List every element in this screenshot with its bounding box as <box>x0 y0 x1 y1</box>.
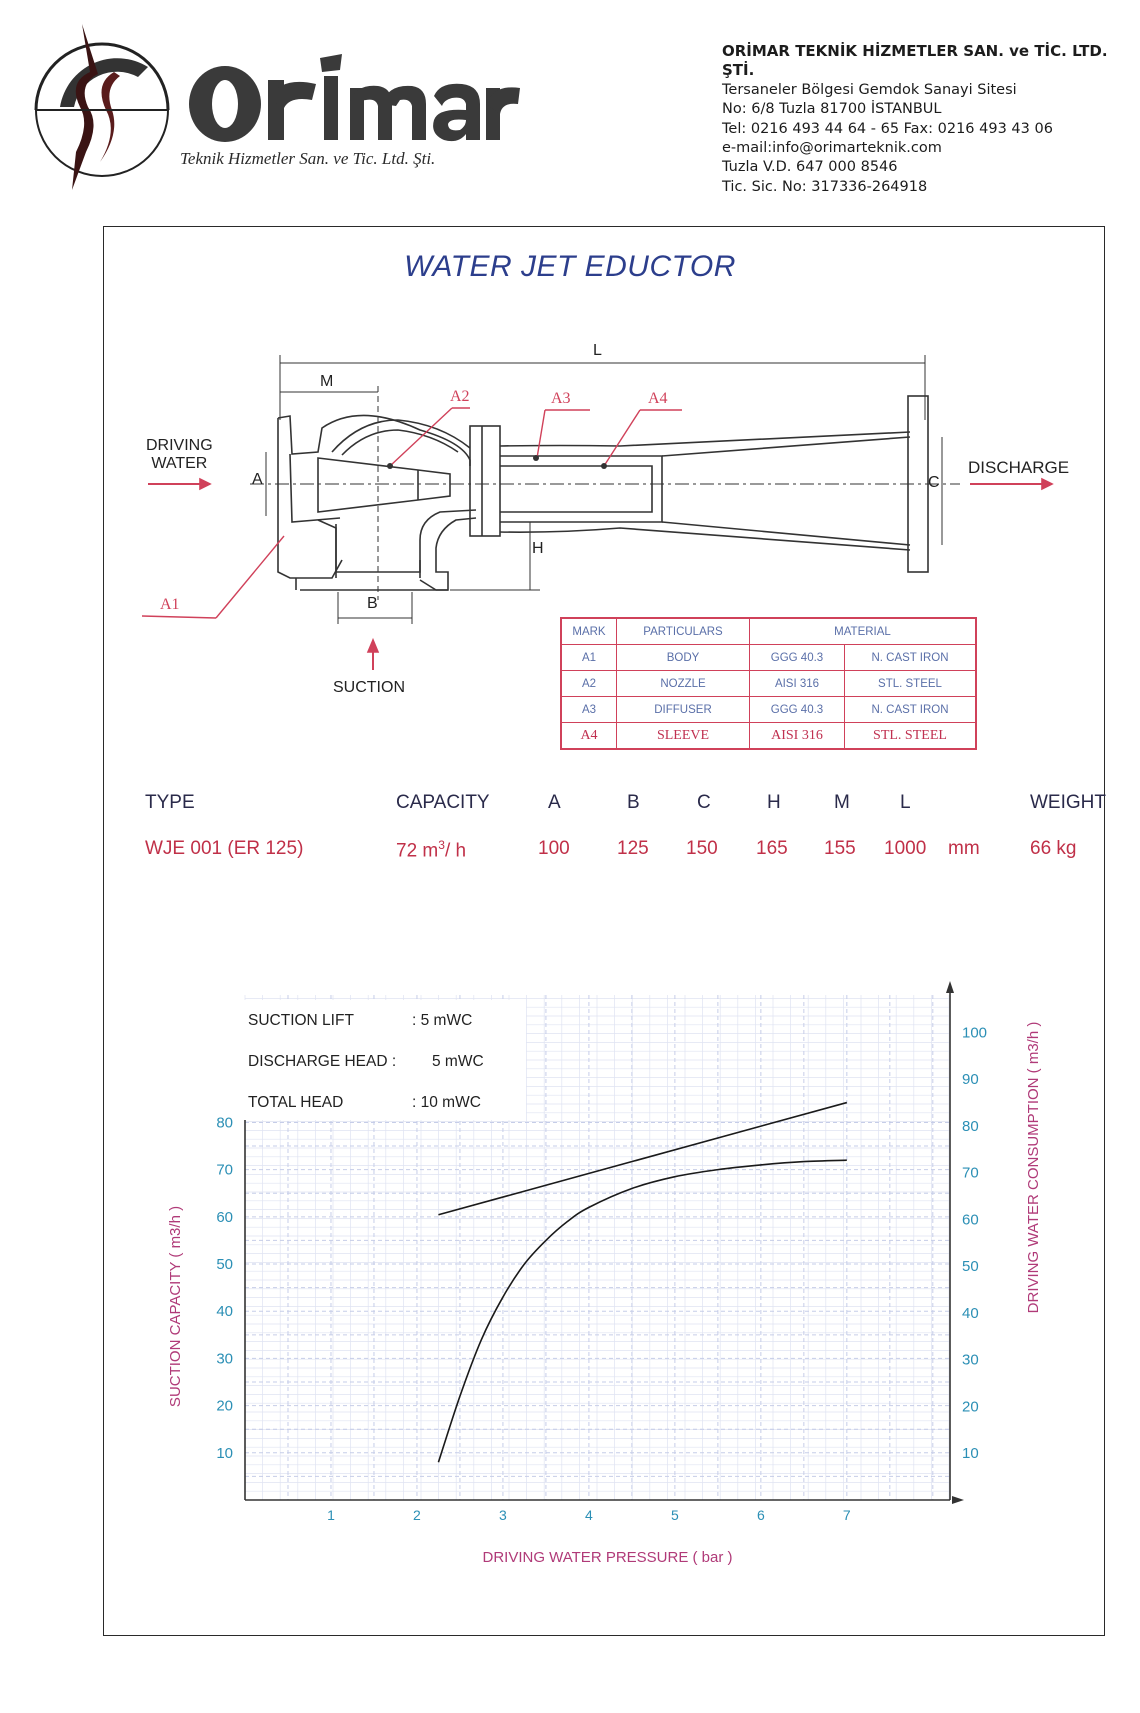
conditions-box <box>236 1000 526 1120</box>
x-tick-label: 5 <box>670 1507 679 1523</box>
y-right-tick-label: 60 <box>962 1211 979 1229</box>
y-right-tick-label: 10 <box>962 1445 979 1463</box>
spec-header-c: C <box>697 792 711 813</box>
label-a1: A1 <box>160 596 180 613</box>
spec-header-weight: WEIGHT <box>1030 792 1106 813</box>
y-right-tick-label: 80 <box>962 1117 979 1135</box>
x-axis-title: DRIVING WATER PRESSURE ( bar ) <box>482 1549 733 1566</box>
condition-total-head: TOTAL HEAD <box>248 1094 344 1111</box>
spec-header-b: B <box>627 792 640 813</box>
spec-header-l: L <box>900 792 911 813</box>
company-tax: Tuzla V.D. 647 000 8546 <box>722 159 898 176</box>
spec-weight: 66 kg <box>1030 838 1077 859</box>
spec-header-type: TYPE <box>145 792 195 813</box>
x-tick-label: 2 <box>413 1507 421 1523</box>
dim-b: B <box>367 595 378 612</box>
condition-suction-lift: SUCTION LIFT <box>248 1012 354 1029</box>
dim-c: C <box>928 474 940 491</box>
spec-capacity: 72 $m^3/$ h <box>396 838 467 862</box>
x-tick-label: 4 <box>585 1507 593 1523</box>
page-title: WATER JET EDUCTOR <box>404 250 736 283</box>
company-name: ORİMAR TEKNİK HİZMETLER SAN. ve TİC. LTD. ŞTİ. <box>722 42 1108 80</box>
spec-header-m: M <box>834 792 850 813</box>
dim-m: M <box>320 373 334 390</box>
y-left-tick-label: 60 <box>216 1208 233 1226</box>
dim-l: L <box>593 342 602 359</box>
spec-c: 150 <box>686 838 718 859</box>
x-tick-label: 1 <box>327 1507 335 1523</box>
spec-header-a: A <box>548 792 561 813</box>
x-tick-label: 3 <box>499 1507 507 1523</box>
y-right-tick-label: 50 <box>962 1258 979 1276</box>
condition-total-head-value: : 10 mWC <box>412 1094 481 1111</box>
y-left-tick-label: 40 <box>216 1303 233 1321</box>
label-a3: A3 <box>551 390 571 407</box>
spec-l: 1000 <box>884 838 927 859</box>
x-tick-label: 6 <box>756 1507 765 1523</box>
condition-suction-lift-value: : 5 mWC <box>412 1012 473 1029</box>
company-address-2: No: 6/8 Tuzla 81700 İSTANBUL <box>722 101 942 118</box>
y-right-tick-label: 30 <box>962 1351 979 1369</box>
table-row: A3 DIFFUSER GGG 40.3 N. CAST IRON <box>561 697 976 723</box>
condition-discharge-head-value: 5 mWC <box>432 1053 484 1070</box>
spec-header-capacity: CAPACITY <box>396 792 490 813</box>
x-tick-label: 7 <box>842 1507 851 1523</box>
company-email: e-mail:info@orimarteknik.com <box>722 140 942 157</box>
table-row: A4 SLEEVE AISI 316 STL. STEEL <box>561 723 976 750</box>
dim-h: H <box>532 540 544 557</box>
y-left-tick-label: 80 <box>216 1114 233 1132</box>
label-a2: A2 <box>450 388 470 405</box>
y-right-tick-label: 70 <box>962 1164 979 1182</box>
label-suction: SUCTION <box>333 679 405 696</box>
y-left-tick-label: 30 <box>216 1350 233 1368</box>
spec-type: WJE 001 (ER 125) <box>145 838 304 859</box>
y-left-tick-label: 70 <box>216 1161 233 1179</box>
company-registry: Tic. Sic. No: 317336-264918 <box>722 178 928 195</box>
label-driving-water: DRIVING WATER <box>146 437 213 472</box>
y-left-tick-label: 10 <box>216 1444 233 1462</box>
spec-a: 100 <box>538 838 570 859</box>
label-a4: A4 <box>648 390 668 407</box>
spec-b: 125 <box>617 838 649 859</box>
y-right-tick-label: 20 <box>962 1398 979 1416</box>
spec-m: 155 <box>824 838 856 859</box>
condition-discharge-head: DISCHARGE HEAD : <box>248 1053 397 1070</box>
y-right-tick-label: 40 <box>962 1304 979 1322</box>
table-row: A1 BODY GGG 40.3 N. CAST IRON <box>561 645 976 671</box>
spec-h: 165 <box>756 838 788 859</box>
y-left-tick-label: 20 <box>216 1397 233 1415</box>
company-address-1: Tersaneler Bölgesi Gemdok Sanayi Sitesi <box>722 81 1017 98</box>
th-particulars: PARTICULARS <box>617 618 750 645</box>
dim-a: A <box>252 471 263 488</box>
y-axis-right-title: DRIVING WATER CONSUMPTION ( m3/h ) <box>1025 1021 1042 1314</box>
th-material: MATERIAL <box>750 618 977 645</box>
th-mark: MARK <box>561 618 617 645</box>
label-discharge: DISCHARGE <box>968 458 1070 477</box>
y-axis-right-arrow <box>946 981 954 993</box>
y-left-tick-label: 50 <box>216 1256 233 1274</box>
y-right-tick-label: 100 <box>962 1024 988 1042</box>
y-right-tick-label: 90 <box>962 1071 979 1089</box>
y-axis-left-title: SUCTION CAPACITY ( m3/h ) <box>167 1205 184 1408</box>
logo-tagline: Teknik Hizmetler San. ve Tic. Ltd. Şti. <box>180 149 436 168</box>
spec-header-h: H <box>767 792 781 813</box>
table-row: A2 NOZZLE AISI 316 STL. STEEL <box>561 671 976 697</box>
spec-unit: mm <box>948 838 980 859</box>
company-phone: Tel: 0216 493 44 64 - 65 Fax: 0216 493 43 06 <box>722 120 1053 137</box>
x-axis-arrow <box>952 1496 964 1504</box>
